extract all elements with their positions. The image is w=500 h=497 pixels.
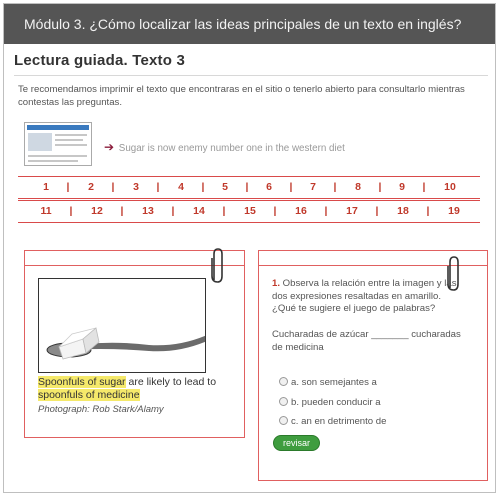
option-c[interactable] (279, 416, 386, 427)
article-thumbnail[interactable] (24, 122, 92, 166)
page-link-13[interactable]: 13 (142, 205, 154, 217)
page-link-10[interactable]: 10 (444, 181, 456, 193)
fill-in-phrase: Cucharadas de azúcar _______ cucharadas de medicina (272, 329, 461, 353)
option-label: a. son semejantes a (291, 377, 377, 388)
page-link-19[interactable]: 19 (448, 205, 460, 217)
pager-separator: | (289, 181, 293, 193)
page-link-8[interactable]: 8 (355, 181, 361, 193)
page-link-1[interactable]: 1 (43, 181, 49, 193)
page-link-14[interactable]: 14 (193, 205, 205, 217)
title-divider (14, 75, 488, 76)
page-link-12[interactable]: 12 (91, 205, 103, 217)
page-link-4[interactable]: 4 (178, 181, 184, 193)
page-link-18[interactable]: 18 (397, 205, 409, 217)
page-link-15[interactable]: 15 (244, 205, 256, 217)
sugar-spoon-photo (38, 278, 206, 373)
intro-text: Te recomendamos imprimir el texto que encontraras en el sitio o tenerlo abierto para consultarlo mientras contestas las preguntas. (18, 84, 465, 108)
paperclip-icon (208, 246, 228, 286)
question-number: 1. (272, 278, 281, 289)
pager-separator: | (333, 181, 337, 193)
article-link-text[interactable]: Sugar is now enemy number one in the western diet (118, 143, 345, 154)
pager-separator: | (120, 205, 124, 217)
pager-row-2 (18, 200, 480, 223)
question-text (272, 278, 462, 316)
pager-separator: | (66, 181, 70, 193)
pager-row-1 (18, 176, 480, 199)
spoon-illustration (39, 279, 206, 373)
photo-credit: Photograph: Rob Stark/Alamy (38, 404, 164, 415)
pager-separator: | (111, 181, 115, 193)
page-link-3[interactable]: 3 (133, 181, 139, 193)
page-link-2[interactable]: 2 (88, 181, 94, 193)
page-title: Lectura guiada. Texto 3 (14, 52, 186, 69)
pager-separator: | (171, 205, 175, 217)
pager-separator: | (245, 181, 249, 193)
page-link-16[interactable]: 16 (295, 205, 307, 217)
pager-separator: | (426, 205, 430, 217)
page-link-11[interactable]: 11 (40, 205, 52, 217)
pager-separator: | (324, 205, 328, 217)
module-header: Módulo 3. ¿Cómo localizar las ideas principales de un texto en inglés? (4, 4, 495, 44)
option-b[interactable] (279, 397, 381, 408)
pager-separator: | (422, 181, 426, 193)
radio-button[interactable] (279, 397, 288, 406)
question-body: Observa la relación entre la imagen y las dos expresiones resaltadas en amarillo. ¿Qué te sugiere el juego de palabras? (272, 278, 457, 314)
option-label: c. an en detrimento de (291, 416, 387, 427)
page-link-7[interactable]: 7 (310, 181, 316, 193)
caption-text: are likely to lead to (125, 376, 217, 388)
highlight-sugar: Spoonfuls of sugar (38, 376, 126, 388)
radio-button[interactable] (279, 416, 288, 425)
pager-separator: | (156, 181, 160, 193)
radio-button[interactable] (279, 377, 288, 386)
article-link[interactable] (104, 140, 345, 154)
option-a[interactable] (279, 377, 377, 388)
highlight-medicine: spoonfuls of medicine (38, 389, 140, 401)
image-caption (38, 376, 238, 416)
page-link-17[interactable]: 17 (346, 205, 358, 217)
option-label: b. pueden conducir a (291, 397, 381, 408)
page-link-6[interactable]: 6 (266, 181, 272, 193)
page-link-9[interactable]: 9 (399, 181, 405, 193)
check-button[interactable]: revisar (273, 435, 320, 451)
pager-separator: | (69, 205, 73, 217)
pager-separator: | (222, 205, 226, 217)
pager-separator: | (201, 181, 205, 193)
pager-separator: | (375, 205, 379, 217)
pager-separator: | (273, 205, 277, 217)
pager-separator: | (378, 181, 382, 193)
arrow-right-icon: ➔ (104, 140, 115, 154)
page-link-5[interactable]: 5 (222, 181, 228, 193)
